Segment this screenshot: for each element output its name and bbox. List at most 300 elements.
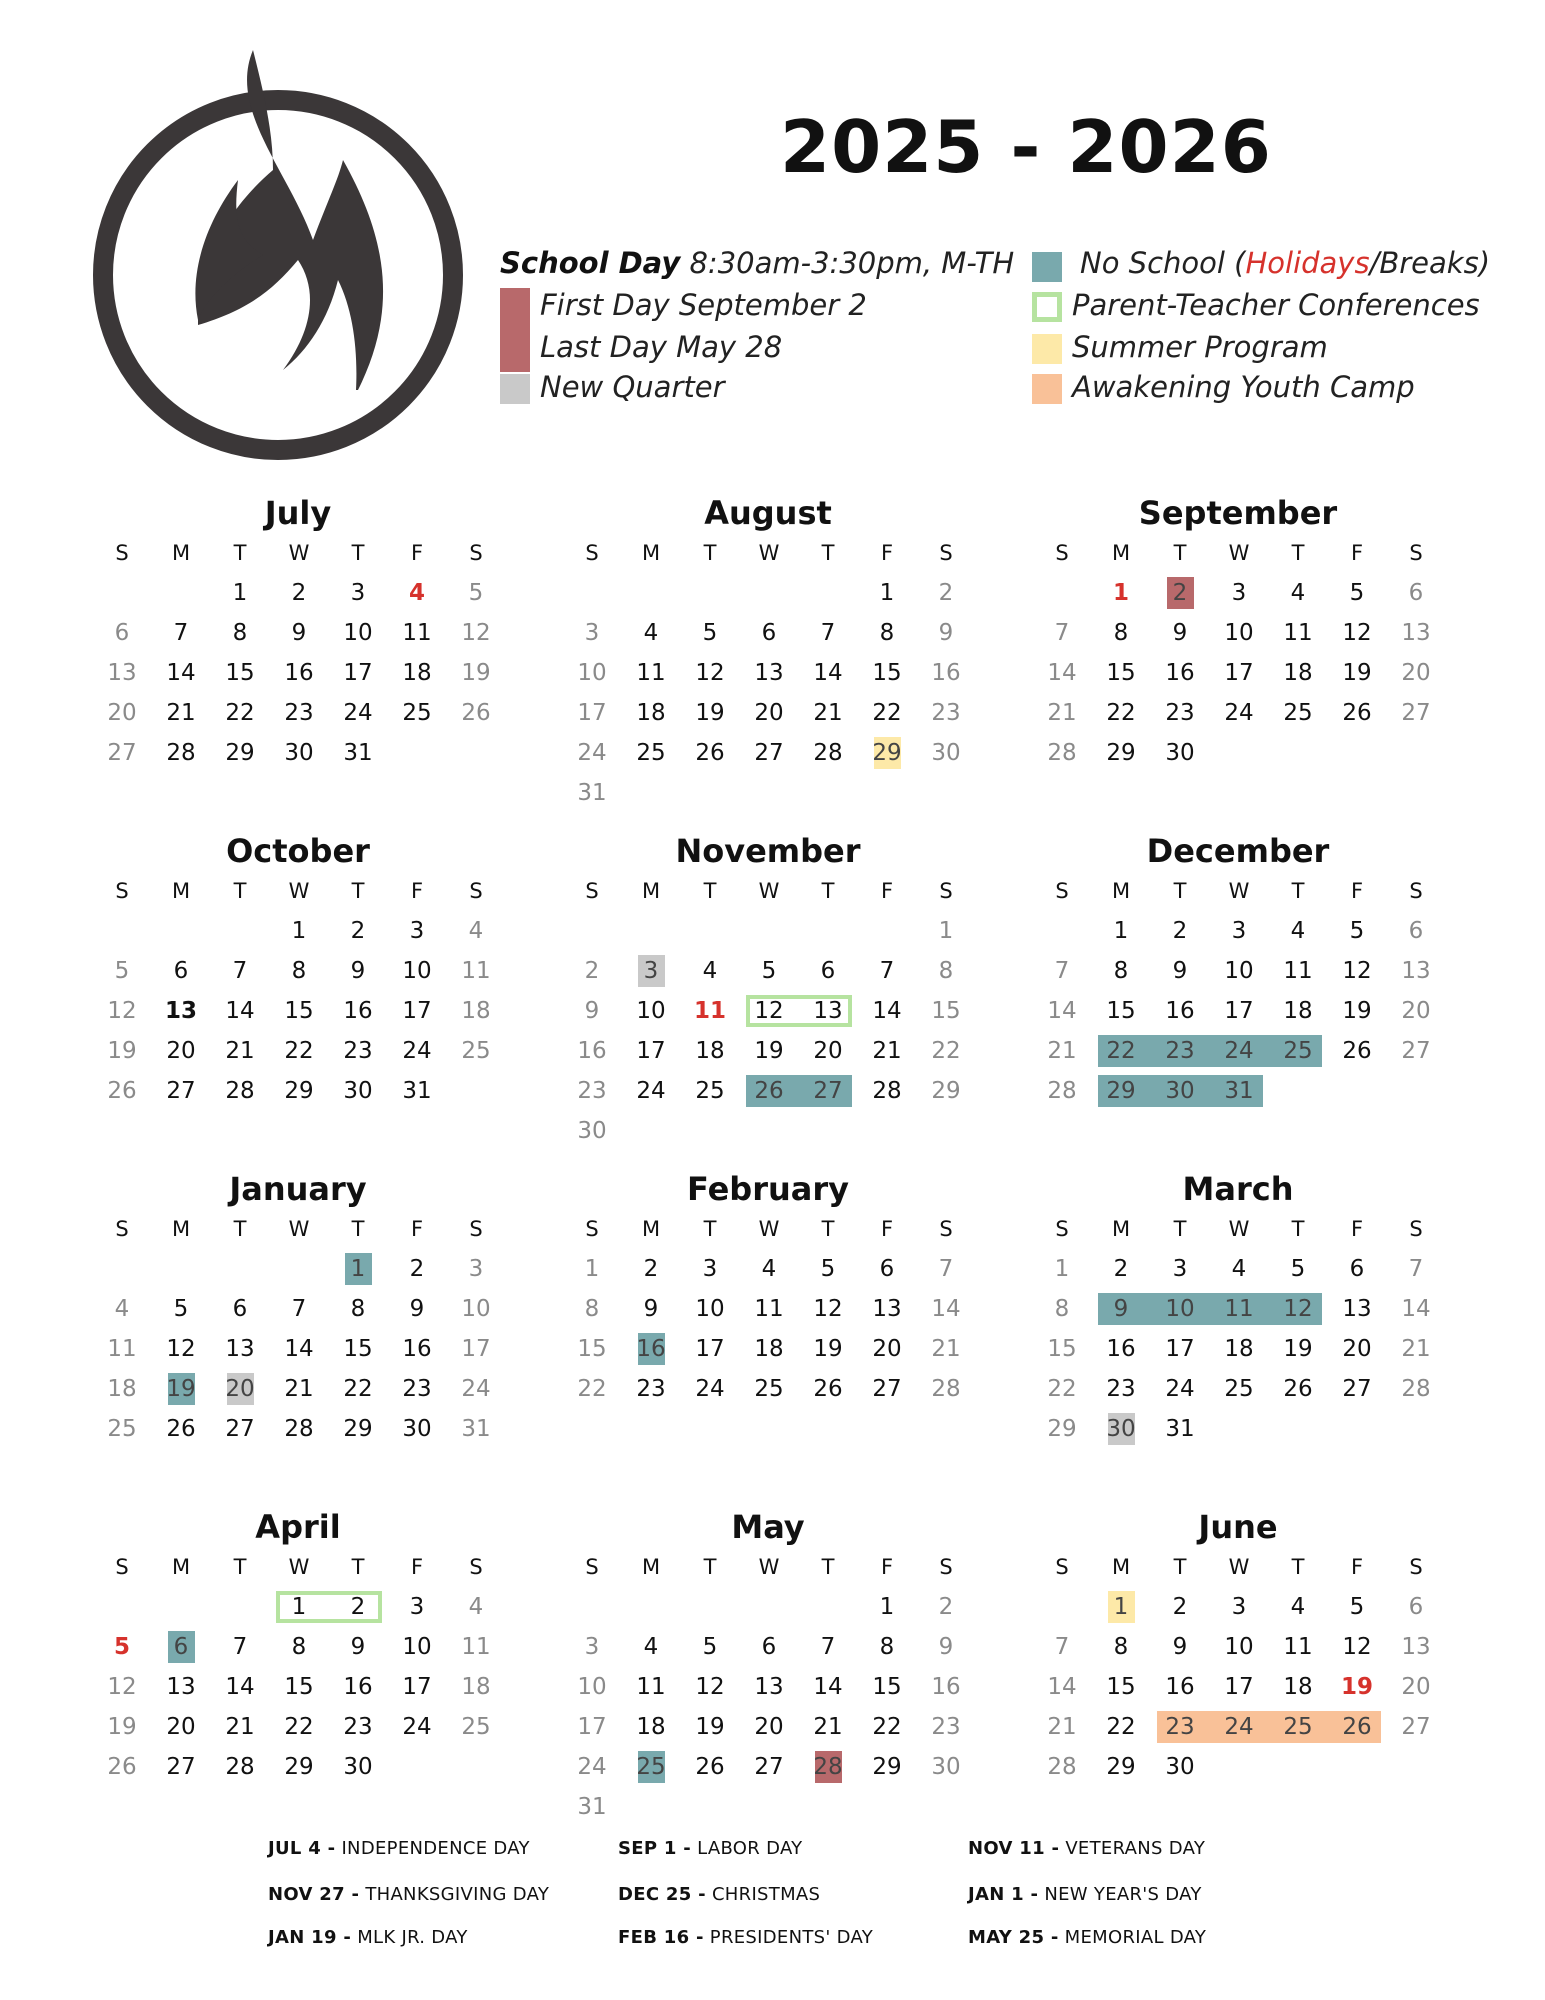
calendar-day: 28 <box>1047 1078 1077 1104</box>
calendar-day: 6 <box>1408 1594 1424 1620</box>
month-december <box>1033 828 1443 1154</box>
calendar-day: 10 <box>695 1296 725 1322</box>
weekday-header: F <box>410 541 424 565</box>
month-title: May <box>731 1508 805 1546</box>
calendar-day: 17 <box>577 1714 607 1740</box>
calendar-day: 26 <box>1342 1714 1372 1740</box>
weekday-header: F <box>880 879 894 903</box>
calendar-day: 13 <box>1342 1296 1372 1322</box>
calendar-day: 15 <box>225 660 255 686</box>
calendar-day: 10 <box>636 998 666 1024</box>
calendar-day: 16 <box>1106 1336 1136 1362</box>
calendar-day: 6 <box>114 620 130 646</box>
calendar-day: 6 <box>173 958 189 984</box>
calendar-day: 14 <box>284 1336 314 1362</box>
calendar-day: 4 <box>702 958 718 984</box>
calendar-day: 26 <box>1342 700 1372 726</box>
calendar-day: 9 <box>1172 958 1188 984</box>
calendar-day: 16 <box>577 1038 607 1064</box>
month-title: April <box>255 1508 341 1546</box>
calendar-day: 21 <box>813 1714 843 1740</box>
weekday-header: S <box>585 879 599 903</box>
month-october <box>93 828 503 1154</box>
calendar-day: 21 <box>284 1376 314 1402</box>
holiday-item: JUL 4 - INDEPENDENCE DAY <box>268 1838 530 1859</box>
calendar-day: 11 <box>461 1634 491 1660</box>
month-april <box>93 1504 503 1830</box>
calendar-day: 26 <box>754 1078 784 1104</box>
calendar-day: 5 <box>468 580 484 606</box>
weekday-header: S <box>939 879 953 903</box>
weekday-header: W <box>1228 1217 1250 1241</box>
calendar-day: 10 <box>1224 620 1254 646</box>
calendar-day: 12 <box>813 1296 843 1322</box>
calendar-day: 5 <box>113 1634 130 1660</box>
calendar-day: 30 <box>1165 1754 1195 1780</box>
calendar-day: 4 <box>468 1594 484 1620</box>
month-title: November <box>675 832 861 870</box>
calendar-day: 22 <box>872 1714 902 1740</box>
calendar-day: 14 <box>931 1296 961 1322</box>
calendar-day: 25 <box>402 700 432 726</box>
weekday-header: T <box>1173 1217 1187 1241</box>
calendar-day: 23 <box>1165 700 1195 726</box>
calendar-day: 10 <box>343 620 373 646</box>
calendar-day: 29 <box>284 1754 314 1780</box>
calendar-day: 26 <box>813 1376 843 1402</box>
calendar-day: 16 <box>1165 1674 1195 1700</box>
calendar-day: 21 <box>872 1038 902 1064</box>
calendar-day: 23 <box>284 700 314 726</box>
calendar-day: 2 <box>1172 918 1188 944</box>
calendar-day: 23 <box>343 1038 373 1064</box>
calendar-day: 18 <box>461 998 491 1024</box>
calendar-day: 28 <box>166 740 196 766</box>
new-quarter-swatch <box>500 374 530 404</box>
calendar-day: 13 <box>225 1336 255 1362</box>
calendar-day: 9 <box>643 1296 659 1322</box>
weekday-header: T <box>233 879 247 903</box>
calendar-day: 25 <box>107 1416 137 1442</box>
holiday-item: FEB 16 - PRESIDENTS' DAY <box>618 1927 874 1948</box>
month-title: February <box>687 1170 849 1208</box>
calendar-day: 8 <box>1113 958 1129 984</box>
month-title: March <box>1182 1170 1294 1208</box>
calendar-day: 12 <box>1342 958 1372 984</box>
calendar-day: 22 <box>1047 1376 1077 1402</box>
calendar-day: 27 <box>1401 1038 1431 1064</box>
calendar-day: 31 <box>1224 1078 1254 1104</box>
calendar-day: 25 <box>636 1754 666 1780</box>
calendar-day: 18 <box>1224 1336 1254 1362</box>
legend-camp: Awakening Youth Camp <box>1072 370 1415 404</box>
calendar-day: 28 <box>1047 1754 1077 1780</box>
calendar-day: 8 <box>584 1296 600 1322</box>
calendar-day: 15 <box>284 998 314 1024</box>
calendar-day: 26 <box>695 740 725 766</box>
calendar-day: 4 <box>408 580 425 606</box>
calendar-day: 10 <box>1224 1634 1254 1660</box>
calendar-day: 3 <box>1172 1256 1188 1282</box>
month-title: July <box>264 494 332 532</box>
legend-last-day: Last Day May 28 <box>540 330 783 364</box>
weekday-header: S <box>1055 879 1069 903</box>
weekday-header: M <box>641 1555 661 1579</box>
calendar-day: 20 <box>1401 660 1431 686</box>
holiday-item: JAN 1 - NEW YEAR'S DAY <box>968 1884 1202 1905</box>
calendar-day: 9 <box>938 620 954 646</box>
calendar-day: 20 <box>754 1714 784 1740</box>
weekday-header: W <box>758 541 780 565</box>
weekday-header: F <box>880 1555 894 1579</box>
calendar-day: 17 <box>1224 998 1254 1024</box>
calendar-day: 3 <box>584 1634 600 1660</box>
calendar-day: 13 <box>107 660 137 686</box>
calendar-day: 3 <box>1231 580 1247 606</box>
calendar-day: 1 <box>1112 580 1129 606</box>
calendar-day: 3 <box>468 1256 484 1282</box>
calendar-day: 24 <box>577 740 607 766</box>
weekday-header: T <box>821 1555 835 1579</box>
calendar-day: 2 <box>938 580 954 606</box>
calendar-day: 15 <box>343 1336 373 1362</box>
weekday-header: S <box>469 1555 483 1579</box>
weekday-header: T <box>703 541 717 565</box>
calendar-day: 14 <box>813 1674 843 1700</box>
calendar-day: 7 <box>820 1634 836 1660</box>
calendar-day: 2 <box>409 1256 425 1282</box>
weekday-header: F <box>1350 541 1364 565</box>
month-july <box>93 490 503 816</box>
calendar-day: 17 <box>695 1336 725 1362</box>
calendar-day: 4 <box>761 1256 777 1282</box>
calendar-day: 28 <box>225 1754 255 1780</box>
weekday-header: W <box>758 1217 780 1241</box>
calendar-day: 28 <box>931 1376 961 1402</box>
calendar-day: 18 <box>402 660 432 686</box>
calendar-day: 15 <box>872 1674 902 1700</box>
calendar-day: 4 <box>1290 918 1306 944</box>
calendar-day: 1 <box>879 1594 895 1620</box>
holiday-item: NOV 11 - VETERANS DAY <box>968 1838 1206 1859</box>
month-january <box>93 1166 503 1492</box>
calendar-day: 11 <box>1283 620 1313 646</box>
calendar-day: 14 <box>225 998 255 1024</box>
calendar-day: 20 <box>813 1038 843 1064</box>
calendar-day: 30 <box>343 1078 373 1104</box>
calendar-day: 18 <box>754 1336 784 1362</box>
calendar-day: 4 <box>1290 1594 1306 1620</box>
calendar-day: 21 <box>1047 1714 1077 1740</box>
calendar-day: 23 <box>1165 1038 1195 1064</box>
calendar-day: 5 <box>1349 580 1365 606</box>
weekday-header: T <box>703 1555 717 1579</box>
calendar-day: 23 <box>343 1714 373 1740</box>
calendar-day: 1 <box>291 1594 307 1620</box>
calendar-day: 16 <box>636 1336 666 1362</box>
calendar-day: 15 <box>1106 660 1136 686</box>
calendar-day: 19 <box>813 1336 843 1362</box>
calendar-day: 2 <box>291 580 307 606</box>
weekday-header: T <box>351 541 365 565</box>
calendar-day: 12 <box>1342 620 1372 646</box>
month-june <box>1033 1504 1443 1830</box>
calendar-day: 28 <box>225 1078 255 1104</box>
calendar-day: 2 <box>643 1256 659 1282</box>
weekday-header: T <box>821 1217 835 1241</box>
calendar-day: 31 <box>402 1078 432 1104</box>
calendar-day: 29 <box>343 1416 373 1442</box>
weekday-header: T <box>1173 879 1187 903</box>
calendar-day: 11 <box>636 660 666 686</box>
calendar-day: 2 <box>1172 1594 1188 1620</box>
calendar-day: 6 <box>1349 1256 1365 1282</box>
calendar-day: 4 <box>468 918 484 944</box>
calendar-day: 23 <box>1165 1714 1195 1740</box>
calendar-day: 21 <box>931 1336 961 1362</box>
calendar-day: 7 <box>1054 620 1070 646</box>
calendar-day: 11 <box>693 998 726 1024</box>
calendar-day: 6 <box>820 958 836 984</box>
calendar-day: 25 <box>1283 700 1313 726</box>
calendar-day: 29 <box>872 1754 902 1780</box>
weekday-header: W <box>758 879 780 903</box>
calendar-day: 8 <box>879 1634 895 1660</box>
calendar-day: 29 <box>284 1078 314 1104</box>
month-september <box>1033 490 1443 816</box>
calendar-day: 6 <box>761 1634 777 1660</box>
calendar-day: 8 <box>1113 620 1129 646</box>
weekday-header: M <box>641 1217 661 1241</box>
calendar-day: 8 <box>938 958 954 984</box>
calendar-day: 16 <box>343 998 373 1024</box>
weekday-header: F <box>880 1217 894 1241</box>
calendar-day: 31 <box>343 740 373 766</box>
weekday-header: S <box>469 541 483 565</box>
first-day-swatch <box>500 288 530 330</box>
calendar-day: 16 <box>931 660 961 686</box>
calendar-day: 23 <box>931 1714 961 1740</box>
calendar-day: 26 <box>166 1416 196 1442</box>
weekday-header: T <box>351 1555 365 1579</box>
calendar-day: 29 <box>1106 1078 1136 1104</box>
calendar-day: 2 <box>1172 580 1188 606</box>
weekday-header: S <box>115 541 129 565</box>
calendar-day: 9 <box>584 998 600 1024</box>
calendar-day: 9 <box>350 1634 366 1660</box>
weekday-header: S <box>939 1555 953 1579</box>
calendar-day: 18 <box>1283 660 1313 686</box>
holiday-item: MAY 25 - MEMORIAL DAY <box>968 1927 1207 1948</box>
weekday-header: F <box>410 1555 424 1579</box>
calendar-day: 16 <box>1165 998 1195 1024</box>
calendar-day: 12 <box>107 1674 137 1700</box>
calendar-day: 11 <box>636 1674 666 1700</box>
calendar-day: 17 <box>461 1336 491 1362</box>
calendar-day: 24 <box>461 1376 491 1402</box>
calendar-day: 26 <box>1342 1038 1372 1064</box>
calendar-day: 16 <box>343 1674 373 1700</box>
calendar-day: 5 <box>761 958 777 984</box>
calendar-day: 22 <box>1106 700 1136 726</box>
calendar-day: 27 <box>813 1078 843 1104</box>
legend <box>500 246 1530 416</box>
calendar-day: 13 <box>1401 1634 1431 1660</box>
calendar-day: 18 <box>1283 1674 1313 1700</box>
calendar-day: 18 <box>107 1376 137 1402</box>
calendar-day: 7 <box>1054 1634 1070 1660</box>
summer-swatch <box>1032 334 1062 364</box>
calendar-day: 12 <box>166 1336 196 1362</box>
calendar-day: 29 <box>1047 1416 1077 1442</box>
calendar-day: 17 <box>1224 1674 1254 1700</box>
calendar-day: 21 <box>1047 1038 1077 1064</box>
weekday-header: S <box>469 879 483 903</box>
calendar-day: 1 <box>879 580 895 606</box>
calendar-day: 3 <box>1231 1594 1247 1620</box>
calendar-day: 31 <box>461 1416 491 1442</box>
calendar-day: 1 <box>232 580 248 606</box>
calendar-day: 14 <box>166 660 196 686</box>
calendar-day: 29 <box>1106 1754 1136 1780</box>
calendar-day: 22 <box>284 1714 314 1740</box>
weekday-header: M <box>1111 1555 1131 1579</box>
weekday-header: F <box>1350 879 1364 903</box>
no-school-holidays: Holidays <box>1245 246 1370 280</box>
calendar-day: 9 <box>350 958 366 984</box>
no-school-swatch <box>1032 252 1062 282</box>
calendar-day: 17 <box>1165 1336 1195 1362</box>
calendar-day: 14 <box>872 998 902 1024</box>
calendar-day: 16 <box>931 1674 961 1700</box>
calendar-day: 10 <box>577 1674 607 1700</box>
weekday-header: F <box>1350 1555 1364 1579</box>
calendar-day: 4 <box>114 1296 130 1322</box>
weekday-header: T <box>821 879 835 903</box>
calendar-day: 22 <box>872 700 902 726</box>
calendar-day: 7 <box>1408 1256 1424 1282</box>
calendar-day: 6 <box>232 1296 248 1322</box>
calendar-day: 2 <box>1113 1256 1129 1282</box>
weekday-header: W <box>288 879 310 903</box>
legend-school-day <box>500 246 1014 280</box>
calendar-day: 2 <box>350 918 366 944</box>
weekday-header: M <box>171 1217 191 1241</box>
calendar-day: 9 <box>1113 1296 1129 1322</box>
calendar-day: 14 <box>813 660 843 686</box>
legend-summer: Summer Program <box>1072 330 1328 364</box>
calendar-day: 7 <box>291 1296 307 1322</box>
last-day-swatch <box>500 330 530 372</box>
calendar-day: 27 <box>754 740 784 766</box>
calendar-day: 8 <box>291 1634 307 1660</box>
weekday-header: S <box>1409 541 1423 565</box>
month-title: August <box>704 494 832 532</box>
weekday-header: M <box>171 541 191 565</box>
calendar-day: 27 <box>166 1754 196 1780</box>
calendar-day: 29 <box>931 1078 961 1104</box>
calendar-day: 30 <box>284 740 314 766</box>
weekday-header: T <box>1291 541 1305 565</box>
calendar-day: 25 <box>695 1078 725 1104</box>
calendar-day: 17 <box>1224 660 1254 686</box>
no-school-suffix: /Breaks) <box>1369 246 1491 280</box>
weekday-header: M <box>641 541 661 565</box>
month-title: January <box>229 1170 367 1208</box>
calendar-day: 17 <box>577 700 607 726</box>
calendar-day: 11 <box>1283 1634 1313 1660</box>
calendar-day: 24 <box>402 1714 432 1740</box>
calendar-day: 22 <box>284 1038 314 1064</box>
calendar-day: 19 <box>695 1714 725 1740</box>
calendar-day: 23 <box>931 700 961 726</box>
calendar-day: 19 <box>695 700 725 726</box>
weekday-header: T <box>351 1217 365 1241</box>
weekday-header: M <box>171 879 191 903</box>
calendar-day: 24 <box>1165 1376 1195 1402</box>
school-day-label: School Day <box>500 246 681 280</box>
weekday-header: S <box>939 1217 953 1241</box>
calendar-day: 27 <box>1401 700 1431 726</box>
weekday-header: T <box>1291 1217 1305 1241</box>
weekday-header: T <box>1291 879 1305 903</box>
calendar-day: 27 <box>754 1754 784 1780</box>
calendar-day: 27 <box>166 1078 196 1104</box>
calendar-day: 22 <box>343 1376 373 1402</box>
weekday-header: M <box>1111 541 1131 565</box>
calendar-day: 12 <box>107 998 137 1024</box>
calendar-day: 2 <box>350 1594 366 1620</box>
calendar-day: 1 <box>1113 1594 1129 1620</box>
calendar-day: 6 <box>1408 580 1424 606</box>
calendar-day: 9 <box>409 1296 425 1322</box>
calendar-day: 26 <box>107 1754 137 1780</box>
calendar-day: 16 <box>284 660 314 686</box>
calendar-day: 5 <box>1290 1256 1306 1282</box>
calendar-day: 15 <box>1106 998 1136 1024</box>
calendar-day: 1 <box>1054 1256 1070 1282</box>
calendar-day: 22 <box>225 700 255 726</box>
weekday-header: S <box>1055 541 1069 565</box>
calendar-day: 28 <box>284 1416 314 1442</box>
legend-no-school <box>1080 246 1490 280</box>
calendar-day: 22 <box>931 1038 961 1064</box>
calendar-day: 7 <box>820 620 836 646</box>
weekday-header: F <box>880 541 894 565</box>
calendar-day: 18 <box>636 1714 666 1740</box>
weekday-header: T <box>233 1555 247 1579</box>
month-may <box>563 1504 973 1830</box>
calendar-day: 13 <box>754 660 784 686</box>
weekday-header: T <box>1173 541 1187 565</box>
weekday-header: W <box>288 1217 310 1241</box>
calendar-day: 30 <box>1165 1078 1195 1104</box>
calendar-day: 30 <box>1165 740 1195 766</box>
calendar-day: 24 <box>343 700 373 726</box>
weekday-header: M <box>1111 879 1131 903</box>
calendar-day: 27 <box>1342 1376 1372 1402</box>
calendar-day: 19 <box>754 1038 784 1064</box>
calendar-day: 24 <box>1224 1714 1254 1740</box>
calendar-day: 30 <box>1106 1416 1136 1442</box>
calendar-day: 15 <box>931 998 961 1024</box>
calendar-day: 17 <box>402 1674 432 1700</box>
calendar-day: 14 <box>1047 660 1077 686</box>
calendar-day: 9 <box>938 1634 954 1660</box>
calendar-day: 25 <box>461 1714 491 1740</box>
weekday-header: S <box>1055 1555 1069 1579</box>
calendar-day: 4 <box>1290 580 1306 606</box>
